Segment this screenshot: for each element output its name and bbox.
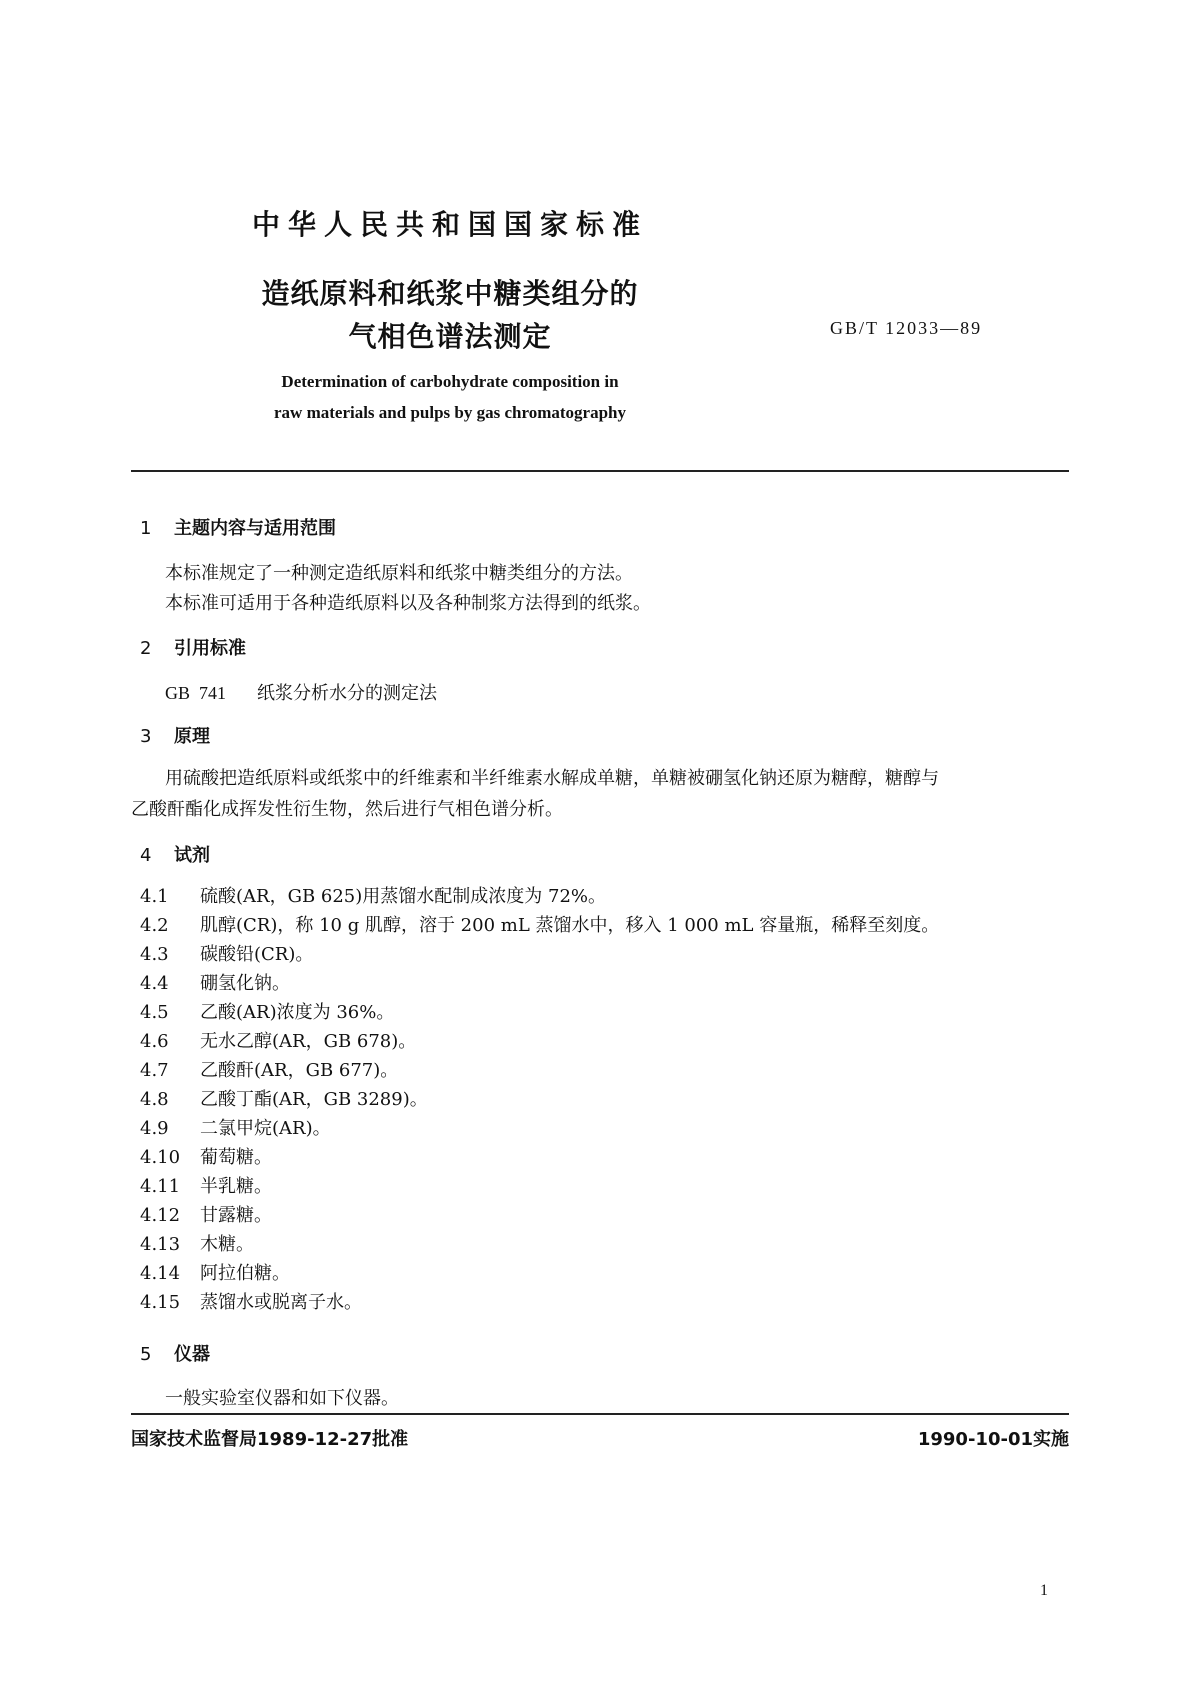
- reagent-item: [140, 969, 290, 995]
- page-number: 1: [1040, 1582, 1048, 1599]
- section-4-heading: [140, 841, 210, 867]
- document-title-en-line1: Determination of carbohydrate composition in: [281, 372, 619, 391]
- item-number: 4.11: [140, 1176, 181, 1197]
- section-number: 2: [140, 638, 152, 659]
- item-text: 乙酸(AR)浓度为 36%。: [200, 1002, 395, 1023]
- section-3-heading: [140, 722, 210, 748]
- item-number: 4.7: [140, 1060, 169, 1081]
- document-title-cn-line2: 气相色谱法测定: [348, 320, 552, 353]
- section-number: 1: [140, 518, 152, 539]
- item-text: 硫酸(AR，GB 625)用蒸馏水配制成浓度为 72%。: [200, 886, 607, 907]
- item-text: 无水乙醇(AR，GB 678)。: [200, 1031, 417, 1052]
- reagent-item: [140, 1027, 416, 1053]
- footer-divider: [131, 1413, 1069, 1415]
- section-3-paragraph-line2: 乙酸酐酯化成挥发性衍生物，然后进行气相色谱分析。: [131, 799, 563, 820]
- reagent-item: [140, 911, 939, 937]
- section-title: 主题内容与适用范围: [174, 518, 336, 539]
- item-number: 4.12: [140, 1205, 181, 1226]
- item-number: 4.4: [140, 973, 169, 994]
- section-title: 引用标准: [174, 638, 246, 659]
- reagent-item: [140, 1230, 254, 1256]
- approval-statement: 国家技术监督局1989-12-27批准: [131, 1429, 409, 1450]
- item-number: 4.10: [140, 1147, 181, 1168]
- item-text: 二氯甲烷(AR)。: [200, 1118, 331, 1139]
- reagent-item: [140, 1056, 398, 1082]
- document-title-en-line2: raw materials and pulps by gas chromatography: [274, 403, 626, 422]
- item-text: 木糖。: [200, 1234, 254, 1255]
- normative-reference: [165, 679, 437, 705]
- item-text: 阿拉伯糖。: [200, 1263, 290, 1284]
- reagent-item: [140, 998, 394, 1024]
- item-number: 4.5: [140, 1002, 169, 1023]
- section-number: 4: [140, 845, 152, 866]
- item-number: 4.9: [140, 1118, 169, 1139]
- item-number: 4.6: [140, 1031, 169, 1052]
- item-number: 4.14: [140, 1263, 181, 1284]
- item-number: 4.3: [140, 944, 169, 965]
- section-1-heading: [140, 514, 336, 540]
- reference-title: 纸浆分析水分的测定法: [257, 683, 437, 704]
- reagent-item: [140, 882, 606, 908]
- section-number: 5: [140, 1344, 152, 1365]
- section-1-paragraph-1: 本标准规定了一种测定造纸原料和纸浆中糖类组分的方法。: [165, 563, 633, 584]
- national-standard-heading: 中华人民共和国国家标准: [251, 208, 648, 241]
- item-text: 乙酸酐(AR，GB 677)。: [200, 1060, 399, 1081]
- document-title-cn-line1: 造纸原料和纸浆中糖类组分的: [261, 277, 639, 310]
- section-title: 原理: [174, 726, 210, 747]
- header-divider: [131, 470, 1069, 472]
- section-title: 试剂: [174, 845, 210, 866]
- standard-code: GB/T 12033—89: [830, 318, 983, 338]
- item-number: 4.15: [140, 1292, 181, 1313]
- item-number: 4.13: [140, 1234, 181, 1255]
- reference-code: GB 741: [165, 683, 227, 703]
- reagent-item: [140, 1288, 362, 1314]
- section-3-paragraph-line1: 用硫酸把造纸原料或纸浆中的纤维素和半纤维素水解成单糖，单糖被硼氢化钠还原为糖醇，糖醇与: [165, 768, 939, 789]
- reagent-item: [140, 1114, 331, 1140]
- reagent-item: [140, 1259, 290, 1285]
- section-5-paragraph: 一般实验室仪器和如下仪器。: [165, 1388, 399, 1409]
- item-text: 肌醇(CR)，称 10 g 肌醇，溶于 200 mL 蒸馏水中，移入 1 000 mL 容量瓶，稀释至刻度。: [200, 915, 940, 936]
- item-text: 蒸馏水或脱离子水。: [200, 1292, 362, 1313]
- item-text: 硼氢化钠。: [200, 973, 290, 994]
- section-2-heading: [140, 634, 246, 660]
- reagent-item: [140, 940, 313, 966]
- item-text: 甘露糖。: [200, 1205, 272, 1226]
- section-title: 仪器: [174, 1344, 210, 1365]
- item-text: 乙酸丁酯(AR，GB 3289)。: [200, 1089, 428, 1110]
- section-number: 3: [140, 726, 152, 747]
- item-text: 碳酸铅(CR)。: [200, 944, 314, 965]
- item-number: 4.8: [140, 1089, 169, 1110]
- section-5-heading: [140, 1340, 210, 1366]
- reagent-item: [140, 1143, 272, 1169]
- effective-date: 1990-10-01实施: [917, 1429, 1069, 1450]
- section-1-paragraph-2: 本标准可适用于各种造纸原料以及各种制浆方法得到的纸浆。: [165, 593, 651, 614]
- reagent-item: [140, 1201, 272, 1227]
- item-text: 葡萄糖。: [200, 1147, 272, 1168]
- reagent-item: [140, 1085, 428, 1111]
- reagent-item: [140, 1172, 272, 1198]
- item-number: 4.2: [140, 915, 169, 936]
- item-text: 半乳糖。: [200, 1176, 272, 1197]
- item-number: 4.1: [140, 886, 169, 907]
